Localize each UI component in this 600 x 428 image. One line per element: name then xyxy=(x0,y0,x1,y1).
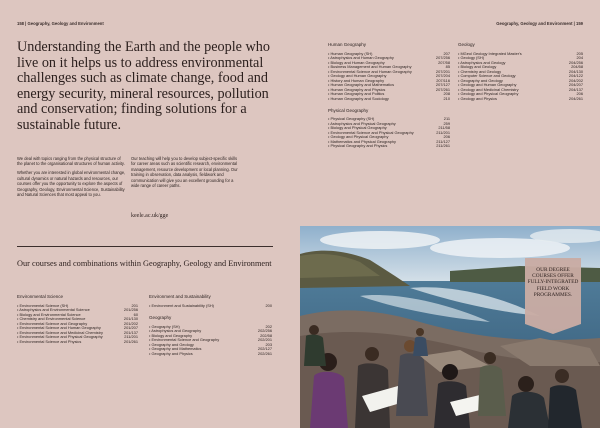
course-code: 204/256 xyxy=(568,59,583,65)
environment-sustainability-heading: Environment and Sustainability xyxy=(149,294,211,299)
course-name: • Business Management and Human Geography xyxy=(328,64,412,70)
course-name: • Environmental Science and Geography xyxy=(149,337,220,343)
course-name: • Environmental Science and Physical Geography xyxy=(17,334,103,340)
course-name: • Astrophysics and Geology xyxy=(458,59,506,65)
intro-column-2 xyxy=(131,156,241,192)
course-name: • Geology and Physics xyxy=(458,96,497,102)
course-code: 259 xyxy=(443,120,450,126)
geology-heading: Geology xyxy=(458,42,475,47)
course-code: 207/256 xyxy=(435,55,450,61)
course-code: 202 xyxy=(265,323,272,329)
course-code: 204/202 xyxy=(568,77,583,83)
course-name: • Astrophysics and Human Geography xyxy=(328,55,394,61)
course-code: 204 xyxy=(576,55,583,61)
course-item xyxy=(149,304,272,309)
geology-list xyxy=(458,43,583,102)
course-code: 201/137 xyxy=(123,329,138,335)
intro-column-1 xyxy=(17,156,127,201)
course-code: 204/261 xyxy=(568,96,583,102)
course-name: • Chemistry and Environmental Science xyxy=(17,316,86,322)
course-code: 207/261 xyxy=(435,86,450,92)
course-name: • Human Geography and Mathematics xyxy=(328,82,395,88)
course-item xyxy=(328,144,450,149)
intro-paragraph-2: Whether you are interested in global environmental change, cultural dynamics or natural hazards and resources, our courses offer you the opportunity to explore the aspects of Geography, Geology, Environmental Science, Sustainability and Natural Sciences that most appeal to you. xyxy=(17,170,126,198)
course-website-link[interactable]: keele.ac.uk/gge xyxy=(131,213,169,219)
environmental-science-list xyxy=(17,295,138,344)
course-code: 202/58 xyxy=(260,332,272,338)
course-name: • Physical Geography and Physics xyxy=(328,143,388,149)
course-name: • Geography and Geology xyxy=(149,341,194,347)
course-item xyxy=(328,97,450,102)
course-name: • Biology and Geology xyxy=(458,64,497,70)
course-name: • Environment and Sustainability (SH) xyxy=(149,302,214,308)
environmental-science-heading: Environmental Science xyxy=(17,294,64,299)
course-name: • Computer Science and Geology xyxy=(458,73,516,79)
course-name: • History and Human Geography xyxy=(328,77,385,83)
course-name: • Geology and Human Geography xyxy=(328,73,387,79)
course-name: • Environmental Science and Medicinal Chemistry xyxy=(17,329,103,335)
course-name: • Environmental Science and Physical Geography xyxy=(328,129,414,135)
course-item xyxy=(149,352,272,357)
course-name: • Environmental Science and Human Geography xyxy=(17,325,101,331)
course-name: • Astrophysics and Environmental Science xyxy=(17,307,90,313)
course-code: 207 xyxy=(443,50,450,56)
course-code: 207/58 xyxy=(438,59,450,65)
course-code: 207/204 xyxy=(435,73,450,79)
course-name: • Environmental Science and Geography xyxy=(17,320,88,326)
course-name: • Geology and Medicinal Chemistry xyxy=(458,86,519,92)
course-code: 203 xyxy=(265,341,272,347)
course-code: 204/207 xyxy=(568,82,583,88)
course-code: 204/122 xyxy=(568,73,583,79)
course-name: • Astrophysics and Geography xyxy=(149,328,202,334)
course-code: 211/58 xyxy=(438,125,450,131)
geography-heading: Geography xyxy=(149,315,172,321)
course-item xyxy=(17,340,138,345)
course-name: • Geology (SH) xyxy=(458,55,485,61)
course-name: • Human Geography (SH) xyxy=(328,50,373,56)
course-code: 201/256 xyxy=(123,307,138,313)
course-code: 204/137 xyxy=(568,86,583,92)
course-name: • Biology and Physical Geography xyxy=(328,125,387,131)
course-code: 210 xyxy=(443,96,450,102)
intro-paragraph-3: Our teaching will help you to develop subject-specific skills for career areas such as scientific research, environmental management, resource development or local planning. Our training in observation, data analysis, fieldwork and communication will give you an excellent grounding for a wide range of career paths. xyxy=(131,156,238,189)
course-code: 206 xyxy=(443,134,450,140)
course-code: 211/261 xyxy=(436,143,450,149)
course-name: • Geography and Geology xyxy=(458,77,503,83)
course-code: 208 xyxy=(443,91,450,97)
course-name: • Mathematics and Physical Geography xyxy=(328,138,396,144)
course-name: • Environmental Science (SH) xyxy=(17,302,69,308)
course-item xyxy=(458,97,583,102)
course-code: 205 xyxy=(576,50,583,56)
course-name: • Geology and Physical Geography xyxy=(328,134,389,140)
course-name: • Biology and Environmental Science xyxy=(17,311,81,317)
running-head-left: 158 | Geography, Geology and Environment xyxy=(17,21,104,26)
course-code: 201/202 xyxy=(123,320,138,326)
course-name: • Human Geography and Politics xyxy=(328,91,385,97)
course-name: • Geography and Physics xyxy=(149,350,193,356)
course-code: 201/130 xyxy=(123,316,138,322)
course-name: • Physical Geography (SH) xyxy=(328,116,375,122)
physical-geography-heading: Physical Geography xyxy=(328,107,369,113)
course-code: 207/127 xyxy=(435,82,450,88)
environment-sustainability-list xyxy=(149,295,272,356)
course-code: 202/127 xyxy=(257,346,272,352)
course-name: • MGeol Geology Integrated Master's xyxy=(458,50,522,56)
course-code: 202/201 xyxy=(257,337,272,343)
course-code: 211/127 xyxy=(436,138,450,144)
course-name: • Human Geography and Sociology xyxy=(328,96,389,102)
course-code: 85 xyxy=(445,64,450,70)
course-name: • Geography (SH) xyxy=(149,323,180,329)
course-code: 207/201 xyxy=(435,68,450,74)
course-code: 201/207 xyxy=(123,325,138,331)
course-code: 202/261 xyxy=(257,350,272,356)
section-divider xyxy=(17,246,273,247)
courses-title: Our courses and combinations within Geography, Geology and Environment xyxy=(17,259,272,268)
course-name: • Geology and Physical Geography xyxy=(458,91,519,97)
course-name: • Environmental Science and Human Geography xyxy=(328,68,412,74)
course-code: 60 xyxy=(133,311,138,317)
course-code: 207/116 xyxy=(436,77,450,83)
course-code: 211/201 xyxy=(436,129,450,135)
course-code: 204/58 xyxy=(571,64,583,70)
intro-paragraph-1: We deal with topics ranging from the physical structure of the planet to the organisational structures of human activity. xyxy=(17,156,125,167)
course-code: 201/261 xyxy=(123,338,138,344)
course-name: • Environmental Science and Physics xyxy=(17,338,82,344)
course-code: 206 xyxy=(576,91,583,97)
course-name: • Geography and Mathematics xyxy=(149,346,202,352)
course-code: 202/256 xyxy=(257,328,272,334)
course-name: • Human Geography and Physics xyxy=(328,86,386,92)
human-geography-heading: Human Geography xyxy=(328,42,367,47)
badge-text: OUR DEGREE COURSES OFFER FULLY-INTEGRATED FIELD WORK PROGRAMMES. xyxy=(527,267,579,298)
human-geography-list xyxy=(328,43,450,149)
course-code: 204/130 xyxy=(568,68,583,74)
course-name: • Astrophysics and Physical Geography xyxy=(328,120,396,126)
course-name: • Biology and Human Geography xyxy=(328,59,385,65)
course-name: • Chemistry and Geology xyxy=(458,68,502,74)
course-code: 211 xyxy=(443,116,450,122)
course-name: • Geology and Human Geography xyxy=(458,82,517,88)
page-headline: Understanding the Earth and the people who live on it helps us to address environmental challenges such as climate change, food and energy security, mineral resources, pollution and conservation; finding solutions for a sustainable future. xyxy=(17,39,270,133)
running-head-right: Geography, Geology and Environment | 159 xyxy=(496,21,583,26)
course-code: 211/201 xyxy=(124,334,138,340)
course-name: • Biology and Geography xyxy=(149,332,193,338)
course-code: 201 xyxy=(131,302,138,308)
course-code: 200 xyxy=(265,302,272,308)
